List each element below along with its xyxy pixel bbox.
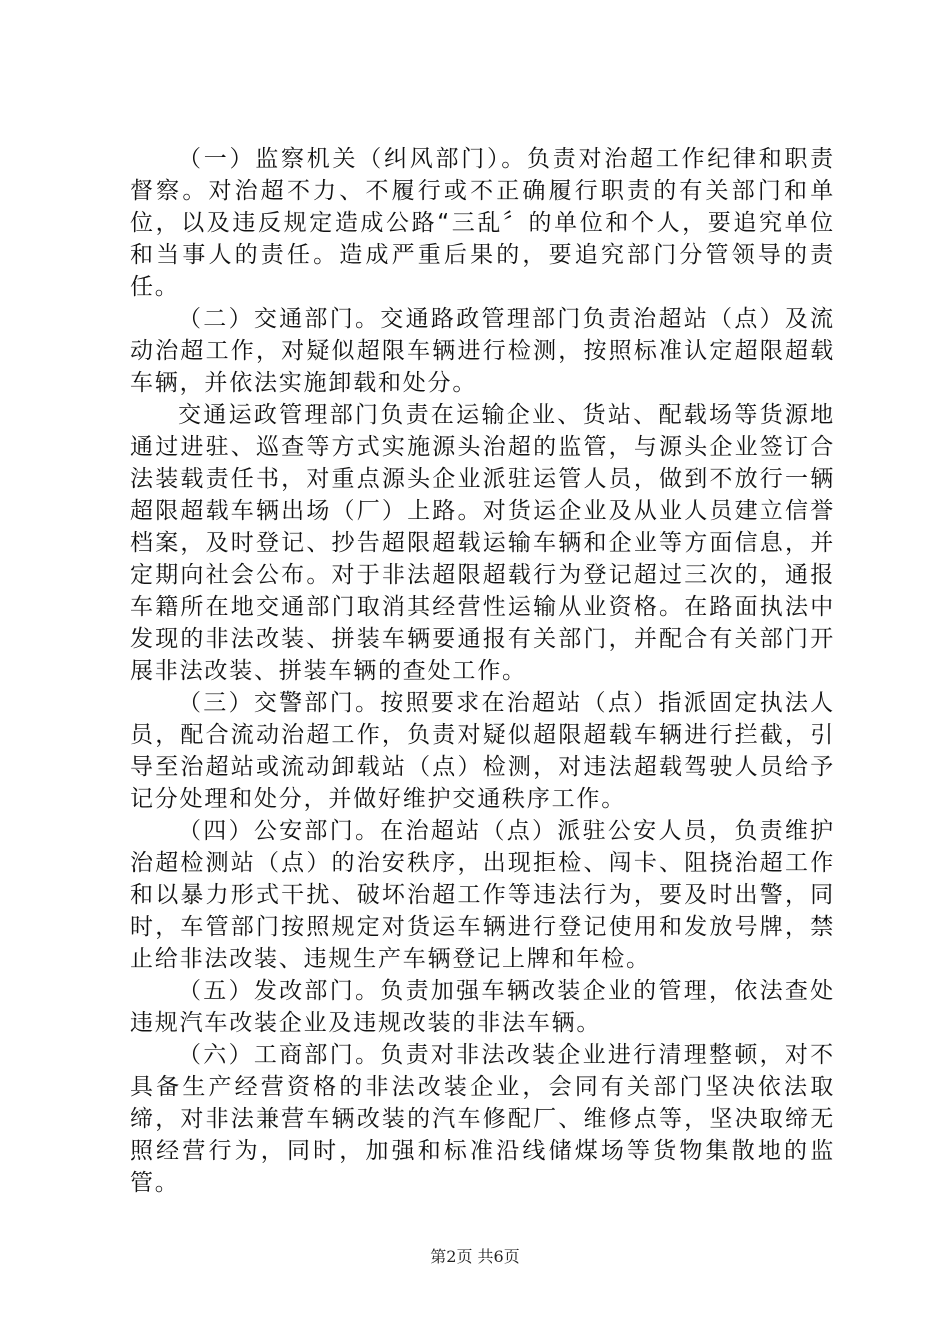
page-number-footer: 第2页 共6页 bbox=[430, 1247, 520, 1266]
paragraph-public-security: （四）公安部门。在治超站（点）派驻公安人员，负责维护治超检测站（点）的治安秩序，出现拒检、闯卡、阻挠治超工作和以暴力形式干扰、破坏治超工作等违法行为，要及时出警，同时，车管部门按照规定对货运车辆进行登记使用和发放号牌，禁止给非法改装、违规生产车辆登记上牌和年检。 bbox=[130, 818, 835, 972]
paragraph-development-reform: （五）发改部门。负责加强车辆改装企业的管理，依法查处违规汽车改装企业及违规改装的非法车辆。 bbox=[130, 978, 835, 1036]
paragraph-transport: （二）交通部门。交通路政管理部门负责治超站（点）及流动治超工作，对疑似超限车辆进行检测，按照标准认定超限超载车辆，并依法实施卸载和处分。 bbox=[130, 306, 835, 396]
paragraph-industry-commerce: （六）工商部门。负责对非法改装企业进行清理整顿，对不具备生产经营资格的非法改装企业，会同有关部门坚决依法取缔，对非法兼营车辆改装的汽车修配厂、维修点等，坚决取缔无照经营行为，同时，加强和标准沿线储煤场等货物集散地的监管。 bbox=[130, 1042, 835, 1196]
paragraph-supervision: （一）监察机关（纠风部门）。负责对治超工作纪律和职责督察。对治超不力、不履行或不正确履行职责的有关部门和单位，以及违反规定造成公路“三乱〞的单位和个人，要追究单位和当事人的责任。造成严重后果的，要追究部门分管领导的责任。 bbox=[130, 146, 835, 300]
paragraph-transport-operation: 交通运政管理部门负责在运输企业、货站、配载场等货源地通过进驻、巡查等方式实施源头治超的监管，与源头企业签订合法装载责任书，对重点源头企业派驻运管人员，做到不放行一辆超限超载车辆出场（厂）上路。对货运企业及从业人员建立信誉档案，及时登记、抄告超限超载运输车辆和企业等方面信息，并定期向社会公布。对于非法超限超载行为登记超过三次的，通报车籍所在地交通部门取消其经营性运输从业资格。在路面执法中发现的非法改装、拼装车辆要通报有关部门，并配合有关部门开展非法改装、拼装车辆的查处工作。 bbox=[130, 402, 835, 684]
paragraph-traffic-police: （三）交警部门。按照要求在治超站（点）指派固定执法人员，配合流动治超工作，负责对疑似超限超载车辆进行拦截，引导至治超站或流动卸载站（点）检测，对违法超载驾驶人员给予记分处理和处分，并做好维护交通秩序工作。 bbox=[130, 690, 835, 812]
document-body bbox=[130, 143, 835, 1199]
